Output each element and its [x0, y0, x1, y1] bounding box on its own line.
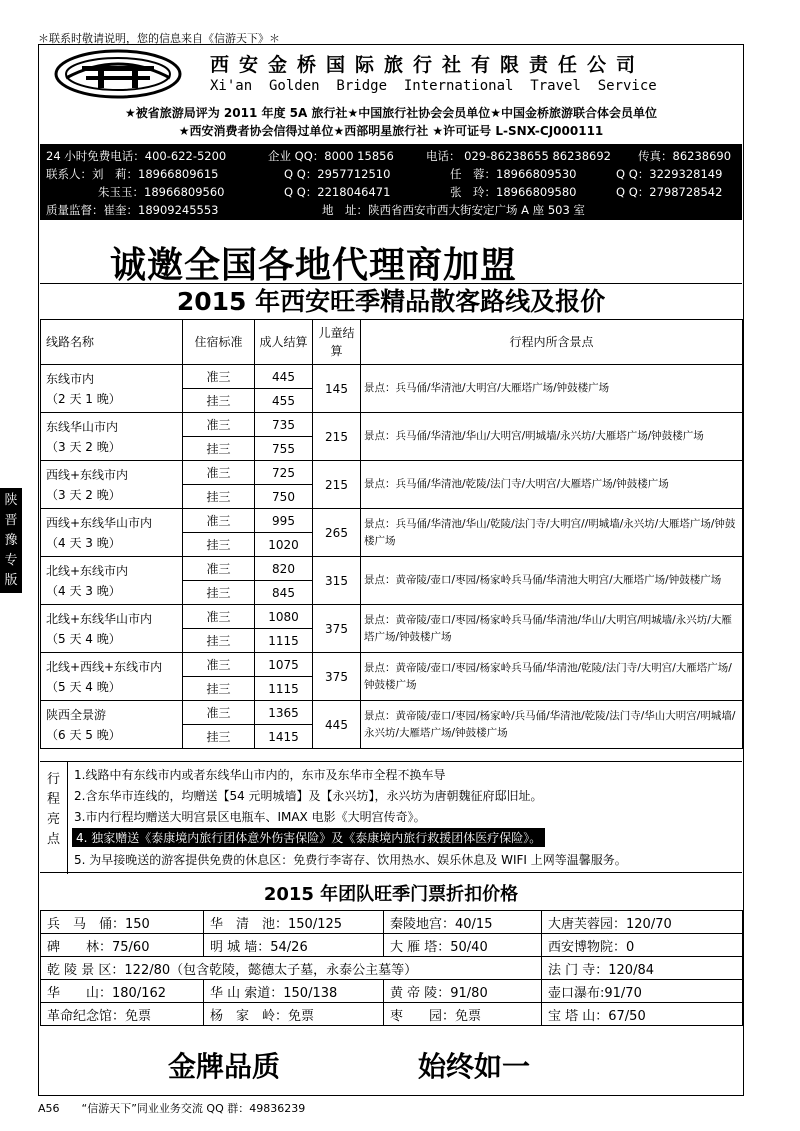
ticket-row: [41, 934, 743, 957]
ticket-cell: 大 雁 塔：50/40: [384, 934, 542, 957]
ticket-cell: 杨 家 岭：免票: [204, 1003, 384, 1026]
adult-price: 1075: [255, 653, 313, 677]
child-price: 215: [313, 461, 361, 509]
address: 地 址：陕西省西安市西大街安定广场 A 座 503 室: [322, 203, 585, 217]
ticket-row: [41, 1003, 743, 1026]
ticket-cell: 明 城 墙：54/26: [204, 934, 384, 957]
route-spots: 景点：兵马俑/华清池/华山/大明宫/明城墙/永兴坊/大雁塔广场/钟鼓楼广场: [361, 413, 743, 461]
adult-price: 995: [255, 509, 313, 533]
route-spots: 景点：兵马俑/华清池/华山/乾陵/法门寺/大明宫//明城墙/永兴坊/大雁塔广场/钟鼓楼广场: [361, 509, 743, 557]
route-spots: 景点：黄帝陵/壶口/枣园/杨家岭兵马俑/华清池/乾陵/法门寺/大明宫/大雁塔广场/钟鼓楼广场: [361, 653, 743, 701]
route-row: [41, 557, 743, 581]
ticket-cell: 碑 林：75/60: [41, 934, 204, 957]
routes-table: [40, 319, 743, 749]
hotel-standard: 准三: [183, 413, 255, 437]
ticket-cell: 华 山 索道：150/138: [204, 980, 384, 1003]
hotel-standard: 准三: [183, 557, 255, 581]
route-name-main: 东线华山市内: [46, 419, 119, 434]
hotel-standard: 准三: [183, 653, 255, 677]
contact-qq: Q Q：2798728542: [616, 185, 723, 199]
contact-qq: Q Q：2218046471: [284, 185, 391, 199]
ticket-cell: 革命纪念馆：免票: [41, 1003, 204, 1026]
phone: 电话： 029-86238655 86238692: [426, 149, 611, 163]
footer: A56 “信游天下”同业业务交流 QQ 群：49836239: [38, 1102, 306, 1115]
adult-price: 445: [255, 365, 313, 389]
header-route-name: 线路名称: [41, 320, 183, 365]
header-adult: 成人结算: [255, 320, 313, 365]
ticket-cell: 法 门 寺：120/84: [542, 957, 743, 980]
side-tab-text: 陕晋豫专版: [4, 493, 18, 588]
route-name-main: 东线市内: [46, 371, 95, 386]
highlight-item: 3.市内行程均赠送大明宫景区电瓶车、IMAX 电影《大明宫传奇》。: [74, 810, 426, 824]
route-duration: （5 天 4 晚）: [46, 631, 121, 646]
contact-block: [40, 144, 742, 220]
route-name-main: 北线+东线市内: [46, 563, 129, 578]
ticket-cell: 黄 帝 陵：91/80: [384, 980, 542, 1003]
hotel-standard: 挂三: [183, 389, 255, 413]
route-row: [41, 365, 743, 389]
child-price: 375: [313, 605, 361, 653]
route-name-main: 陕西全景游: [46, 707, 107, 722]
quality-slogan-right: 始终如一: [418, 1050, 531, 1083]
route-spots: 景点：黄帝陵/壶口/枣园/杨家岭/兵马俑/华清池/乾陵/法门寺/华山大明宫/明城墙/永兴坊/大雁塔广场/钟鼓楼广场: [361, 701, 743, 749]
route-name: [41, 509, 183, 557]
child-price: 145: [313, 365, 361, 413]
route-row: [41, 701, 743, 725]
route-duration: （5 天 4 晚）: [46, 679, 121, 694]
route-name: [41, 365, 183, 413]
company-name-cn: 西安金桥国际旅行社有限责任公司: [210, 54, 646, 76]
highlight-item: 5. 为早接晚送的游客提供免费的休息区：免费行李寄存、饮用热水、娱乐休息及 WIFI 上网等温馨服务。: [74, 853, 627, 867]
route-name: [41, 605, 183, 653]
agent-slogan: 诚邀全国各地代理商加盟: [110, 244, 518, 286]
child-price: 265: [313, 509, 361, 557]
hotline: 24 小时免费电话：400-622-5200: [46, 149, 227, 163]
route-row: [41, 461, 743, 485]
route-duration: （2 天 1 晚）: [46, 391, 121, 406]
contact-qq: Q Q：3229328149: [616, 167, 723, 181]
child-price: 215: [313, 413, 361, 461]
route-duration: （6 天 5 晚）: [46, 727, 121, 742]
highlight-item-insurance: 4. 独家赠送《泰康境内旅行团体意外伤害保险》及《泰康境内旅行救援团体医疗保险》。: [72, 828, 545, 847]
route-duration: （3 天 2 晚）: [46, 439, 121, 454]
company-name-en: Xi'an Golden Bridge International Travel Service: [210, 78, 657, 94]
route-duration: （4 天 3 晚）: [46, 535, 121, 550]
hotel-standard: 挂三: [183, 677, 255, 701]
top-note: ＊联系时敬请说明，您的信息来自《信游天下》＊: [38, 32, 280, 45]
hotel-standard: 准三: [183, 701, 255, 725]
route-name: [41, 653, 183, 701]
side-tab: [0, 488, 22, 593]
ticket-cell: 乾 陵 景 区：122/80（包含乾陵，懿德太子墓，永泰公主墓等）: [41, 957, 542, 980]
contact-person: 张 玲：18966809580: [450, 185, 577, 199]
child-price: 315: [313, 557, 361, 605]
adult-price: 455: [255, 389, 313, 413]
hotel-standard: 准三: [183, 605, 255, 629]
ticket-row: [41, 980, 743, 1003]
ticket-row: [41, 911, 743, 934]
route-spots: 景点：兵马俑/华清池/大明宫/大雁塔广场/钟鼓楼广场: [361, 365, 743, 413]
contact-qq: Q Q：2957712510: [284, 167, 391, 181]
ticket-cell: 秦陵地宫：40/15: [384, 911, 542, 934]
adult-price: 1115: [255, 677, 313, 701]
child-price: 445: [313, 701, 361, 749]
contact-person: 任 蓉：18966809530: [450, 167, 577, 181]
ticket-row: [41, 957, 743, 980]
ticket-table: [40, 910, 743, 1026]
contact-person: 朱玉玉：18966809560: [98, 185, 225, 199]
route-duration: （4 天 3 晚）: [46, 583, 121, 598]
route-spots: 景点：黄帝陵/壶口/枣园/杨家岭兵马俑/华清池大明宫/大雁塔广场/钟鼓楼广场: [361, 557, 743, 605]
ticket-cell: 大唐芙蓉园：120/70: [542, 911, 743, 934]
highlights-box: [40, 761, 742, 873]
ticket-cell: 西安博物院：0: [542, 934, 743, 957]
ticket-title: 2015 年团队旺季门票折扣价格: [263, 884, 519, 905]
highlights-label: [40, 762, 68, 874]
adult-price: 1115: [255, 629, 313, 653]
hotel-standard: 挂三: [183, 437, 255, 461]
route-spots: 景点：黄帝陵/壶口/枣园/杨家岭兵马俑/华清池/华山/大明宫/明城墙/永兴坊/大雁塔广场/钟鼓楼广场: [361, 605, 743, 653]
adult-price: 1080: [255, 605, 313, 629]
adult-price: 755: [255, 437, 313, 461]
enterprise-qq: 企业 QQ：8000 15856: [268, 149, 394, 163]
ticket-cell: 华 山：180/162: [41, 980, 204, 1003]
route-name: [41, 701, 183, 749]
adult-price: 820: [255, 557, 313, 581]
hotel-standard: 挂三: [183, 581, 255, 605]
highlight-item: 1.线路中有东线市内或者东线华山市内的，东市及东华市全程不换车导: [74, 768, 446, 782]
adult-price: 725: [255, 461, 313, 485]
adult-price: 845: [255, 581, 313, 605]
route-name-main: 西线+东线华山市内: [46, 515, 153, 530]
route-name-main: 北线+东线华山市内: [46, 611, 153, 626]
header-child: 儿童结算: [313, 320, 361, 365]
adult-price: 735: [255, 413, 313, 437]
ticket-cell: 兵 马 俑：150: [41, 911, 204, 934]
honors-line: ★西安消费者协会信得过单位★西部明星旅行社 ★许可证号 L-SNX-CJ000111: [178, 124, 604, 138]
ticket-cell: 壶口瀑布:91/70: [542, 980, 743, 1003]
hotel-standard: 准三: [183, 365, 255, 389]
adult-price: 1415: [255, 725, 313, 749]
contact-person: 联系人：刘 莉：18966809615: [46, 167, 219, 181]
adult-price: 1020: [255, 533, 313, 557]
quality-slogan-left: 金牌品质: [168, 1050, 281, 1083]
company-header: [40, 46, 742, 102]
hotel-standard: 挂三: [183, 725, 255, 749]
route-row: [41, 605, 743, 629]
honors: [40, 104, 742, 140]
ticket-cell: 华 清 池：150/125: [204, 911, 384, 934]
golden-bridge-logo: [52, 48, 184, 100]
adult-price: 1365: [255, 701, 313, 725]
route-name: [41, 413, 183, 461]
quality-supervisor: 质量监督：崔奎：18909245553: [46, 203, 219, 217]
routes-header-row: [41, 320, 743, 365]
route-name: [41, 557, 183, 605]
route-row: [41, 653, 743, 677]
hotel-standard: 挂三: [183, 533, 255, 557]
routes-title: 2015 年西安旺季精品散客路线及报价: [40, 283, 742, 319]
route-row: [41, 509, 743, 533]
highlight-item: 2.含东华市连线的，均赠送【54 元明城墙】及【永兴坊】，永兴坊为唐朝魏征府邸旧址。: [74, 789, 543, 803]
highlights-label-text: 行程亮点: [46, 772, 60, 847]
route-duration: （3 天 2 晚）: [46, 487, 121, 502]
honors-line: ★被省旅游局评为 2011 年度 5A 旅行社★中国旅行社协会会员单位★中国金桥旅游联合体会员单位: [124, 106, 658, 120]
ticket-cell: 枣 园：免票: [384, 1003, 542, 1026]
hotel-standard: 挂三: [183, 629, 255, 653]
route-name: [41, 461, 183, 509]
adult-price: 750: [255, 485, 313, 509]
header-hotel: 住宿标准: [183, 320, 255, 365]
hotel-standard: 挂三: [183, 485, 255, 509]
child-price: 375: [313, 653, 361, 701]
route-spots: 景点：兵马俑/华清池/乾陵/法门寺/大明宫/大雁塔广场/钟鼓楼广场: [361, 461, 743, 509]
route-row: [41, 413, 743, 437]
hotel-standard: 准三: [183, 509, 255, 533]
route-name-main: 北线+西线+东线市内: [46, 659, 163, 674]
header-spots: 行程内所含景点: [361, 320, 743, 365]
hotel-standard: 准三: [183, 461, 255, 485]
ticket-cell: 宝 塔 山：67/50: [542, 1003, 743, 1026]
fax: 传真：86238690: [638, 149, 732, 163]
route-name-main: 西线+东线市内: [46, 467, 129, 482]
